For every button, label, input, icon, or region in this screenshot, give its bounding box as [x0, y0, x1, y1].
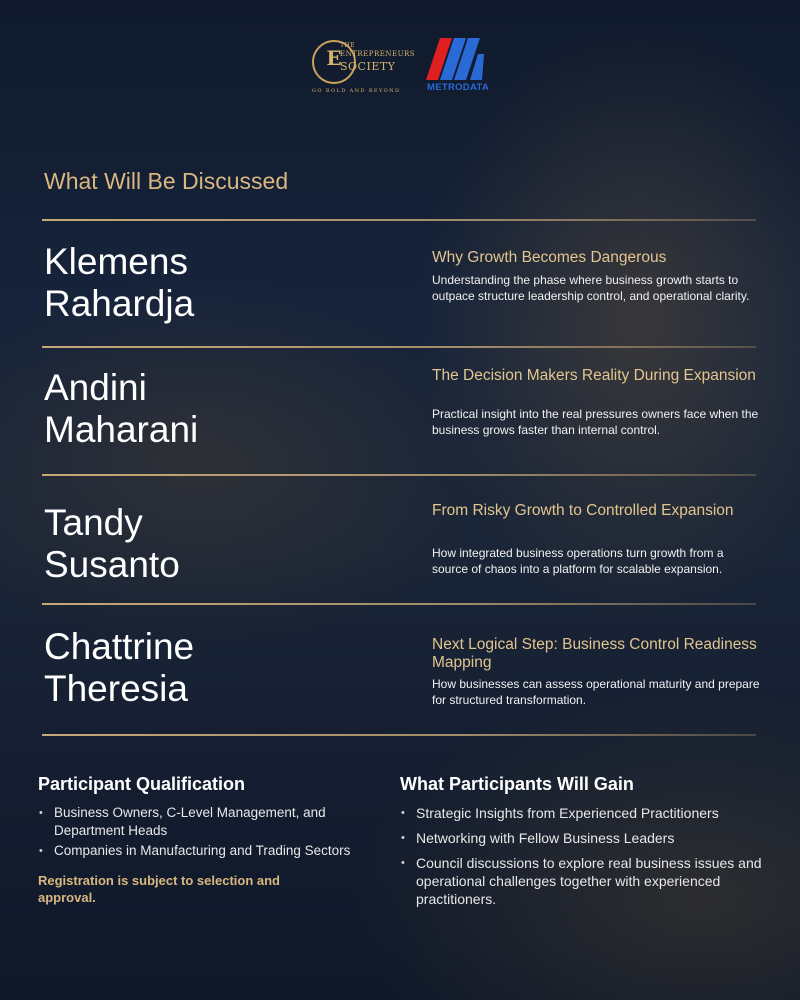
speaker-last-name: Theresia: [44, 668, 188, 709]
divider: [42, 474, 756, 476]
speaker-first-name: Klemens: [44, 241, 188, 282]
speaker-last-name: Maharani: [44, 409, 199, 450]
divider: [42, 219, 756, 221]
qualification-title: Participant Qualification: [38, 774, 246, 794]
divider: [42, 603, 756, 605]
logo-tagline: GO BOLD AND BEYOND: [312, 88, 401, 94]
speaker-first-name: Tandy: [44, 502, 143, 543]
logo-text-society: SOCIETY: [340, 60, 396, 73]
speaker-name: [44, 502, 180, 586]
qualification-section: [38, 774, 358, 906]
gain-title: What Participants Will Gain: [400, 774, 634, 794]
logo-text-the: THE: [340, 42, 356, 49]
list-item: • Strategic Insights from Experienced Practitioners: [400, 804, 770, 822]
topic-title: From Risky Growth to Controlled Expansion: [432, 502, 734, 519]
divider: [42, 346, 756, 348]
list-item: • Companies in Manufacturing and Trading Sectors: [38, 842, 358, 860]
section-title: What Will Be Discussed: [44, 168, 289, 194]
gain-section: [400, 774, 770, 915]
topic-description: Practical insight into the real pressures owners face when the business grows faster than internal control.: [432, 407, 759, 437]
topic-title: The Decision Makers Reality During Expansion: [432, 367, 756, 384]
list-item: • Business Owners, C-Level Management, and Department Heads: [38, 804, 358, 840]
gain-list: [400, 804, 770, 908]
speaker-name: [44, 626, 194, 710]
list-item: • Council discussions to explore real business issues and operational challenges together with experienced practitioners.: [400, 854, 770, 908]
topic-title: Why Growth Becomes Dangerous: [432, 249, 667, 266]
entrepreneurs-society-logo: [312, 38, 416, 98]
registration-note: Registration is subject to selection and approval.: [38, 873, 280, 905]
speaker-first-name: Andini: [44, 367, 147, 408]
logo-monogram: E: [326, 46, 342, 70]
topic-description: Understanding the phase where business growth starts to outpace structure leadership control, and operational clarity.: [432, 273, 750, 303]
list-item: • Networking with Fellow Business Leaders: [400, 829, 770, 847]
speaker-last-name: Rahardja: [44, 283, 195, 324]
speaker-name: [44, 241, 194, 325]
metrodata-logo: [424, 38, 492, 98]
topic-description: How businesses can assess operational maturity and prepare for structured transformation.: [432, 677, 760, 707]
divider: [42, 734, 756, 736]
topic-title: Next Logical Step: Business Control Readiness Mapping: [432, 636, 757, 671]
topic-description: How integrated business operations turn growth from a source of chaos into a platform for scalable expansion.: [432, 546, 724, 576]
speaker-name: [44, 367, 198, 451]
logo-text-entrepreneurs: ENTREPRENEURS: [340, 50, 416, 58]
speaker-first-name: Chattrine: [44, 626, 195, 667]
speaker-last-name: Susanto: [44, 544, 180, 585]
metrodata-wordmark: METRODATA: [427, 82, 489, 93]
qualification-list: [38, 804, 358, 860]
metrodata-m-icon: [426, 38, 490, 80]
